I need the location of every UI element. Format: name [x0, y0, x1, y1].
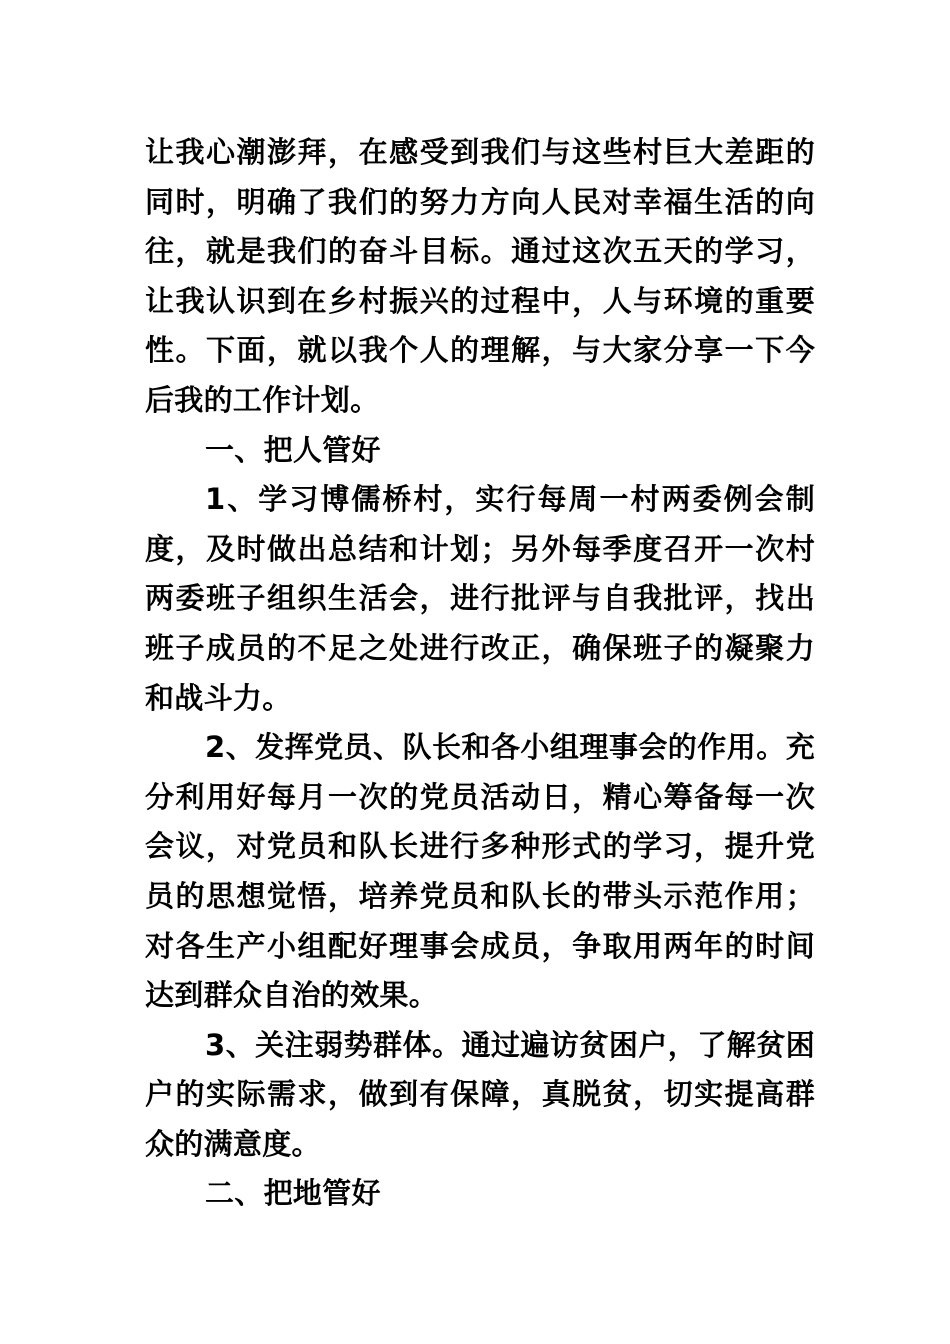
- section-heading-1: 一、把人管好: [205, 432, 381, 467]
- paragraph-intro: 让我心潮澎拜，在感受到我们与这些村巨大差距的同时，明确了我们的努力方向人民对幸福生活的向往，就是我们的奋斗目标。通过这次五天的学习，让我认识到在乡村振兴的过程中，人与环境的重要性。下面，就以我个人的理解，与大家分享一下今后我的工作计划。: [145, 135, 815, 417]
- paragraph-item-2: 2、发挥党员、队长和各小组理事会的作用。充分利用好每月一次的党员活动日，精心筹备每一次会议，对党员和队长进行多种形式的学习，提升党员的思想觉悟，培养党员和队长的带头示范作用；对各生产小组配好理事会成员，争取用两年的时间达到群众自治的效果。: [145, 730, 815, 1013]
- document-body: [145, 128, 815, 1219]
- paragraph-item-1: 1、学习博儒桥村，实行每周一村两委例会制度，及时做出总结和计划；另外每季度召开一次村两委班子组织生活会，进行批评与自我批评，找出班子成员的不足之处进行改正，确保班子的凝聚力和战斗力。: [145, 482, 815, 715]
- paragraph-item-3: 3、关注弱势群体。通过遍访贫困户，了解贫困户的实际需求，做到有保障，真脱贫，切实提高群众的满意度。: [145, 1027, 815, 1161]
- section-heading-2: 二、把地管好: [205, 1176, 381, 1211]
